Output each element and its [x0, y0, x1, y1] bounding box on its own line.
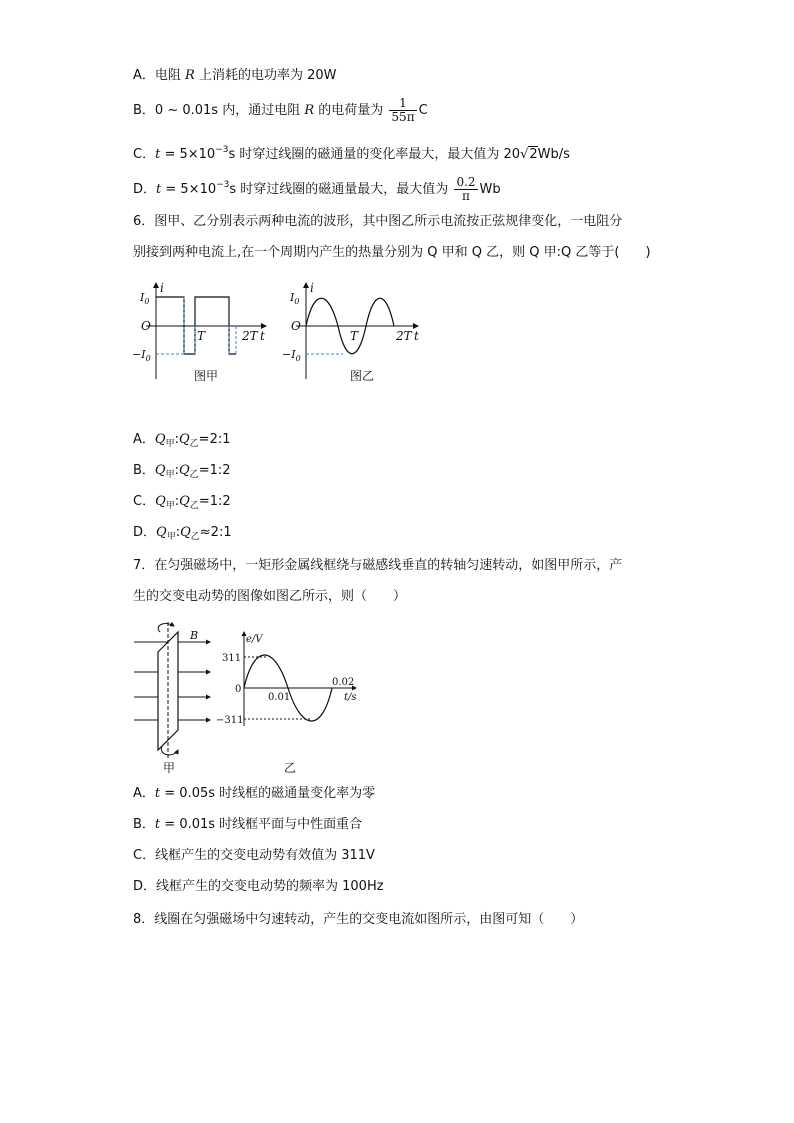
q7-stem-line1: 7．在匀强磁场中，一矩形金属线框绕与磁感线垂直的转轴匀速转动，如图甲所示，产: [133, 558, 623, 573]
neg-i0-label: $-I_0$: [132, 348, 151, 363]
q7-fig-yi-caption: 乙: [284, 761, 297, 775]
B-field-label: B: [190, 629, 199, 642]
t2-label: 0.02: [332, 677, 355, 688]
t-axis-label: t: [260, 329, 265, 343]
q7-option-d: D．线框产生的交变电动势的频率为 100Hz: [133, 879, 384, 894]
q7-option-a: A．t = 0.05s 时线框的磁通量变化率为零: [133, 786, 376, 801]
y-axis-label: e/V: [246, 634, 263, 645]
T-label: T: [350, 329, 359, 343]
fig-yi-caption: 图乙: [350, 369, 375, 383]
x-axis-label: t/s: [344, 692, 357, 703]
neg-i0-label: $-I_0$: [282, 348, 301, 363]
axis-i-label: i: [310, 281, 314, 295]
fraction-0.2-over-pi: $\frac{0.2}{\pi}$: [456, 175, 476, 203]
q5-option-d: D．$t = 5\times 10^{-3}s$ 时穿过线圈的磁通量最大，最大值为 $\frac{0.2}{\pi}$ Wb: [133, 175, 501, 203]
q6-stem-line1: 6．图甲、乙分别表示两种电流的波形，其中图乙所示电流按正弦规律变化，一电阻分: [133, 214, 623, 229]
q7-figure-jia-rotating-frame: [130, 622, 220, 762]
origin-label: O: [141, 319, 151, 333]
q6-option-d: D．$Q_甲:Q_乙\approx 2:1$: [133, 525, 232, 542]
fig-jia-caption: 图甲: [194, 369, 219, 383]
fraction-1-over-55pi: $\frac{1}{55\pi}$: [391, 96, 415, 124]
q5-option-b: B．0 ~ 0.01s 内，通过电阻 R 的电荷量为 $\frac{1}{55\pi}$ C: [133, 96, 428, 124]
2T-label: 2T: [242, 329, 258, 343]
q7-option-c: C．线框产生的交变电动势有效值为 311V: [133, 848, 375, 863]
q6-option-b: B．$Q_甲:Q_乙=1:2$: [133, 463, 231, 480]
i0-label: $I_0$: [290, 291, 300, 306]
zero-label: 0: [235, 684, 242, 695]
ymax-label: 311: [222, 653, 242, 664]
origin-label: O: [291, 319, 301, 333]
q7-option-b: B．t = 0.01s 时线框平面与中性面重合: [133, 817, 363, 832]
ymin-label: −311: [216, 715, 244, 726]
q7-stem-line2: 生的交变电动势的图像如图乙所示，则（ ）: [133, 589, 407, 604]
q7-fig-jia-caption: 甲: [163, 761, 176, 775]
q5-option-c: C．$t = 5\times 10^{-3}s$ 时穿过线圈的磁通量的变化率最大，最大值为 20√2Wb/s: [133, 145, 570, 162]
t-axis-label: t: [414, 329, 419, 343]
q7-figure-yi-emf-graph: [216, 630, 362, 730]
i0-label: $I_0$: [140, 291, 150, 306]
t1-label: 0.01: [268, 692, 291, 703]
q8-stem: 8．线圈在匀强磁场中匀速转动，产生的交变电流如图所示，由图可知（ ）: [133, 912, 584, 927]
q6-option-a: A．$Q_甲:Q_乙=2:1$: [133, 432, 231, 449]
2T-label: 2T: [396, 329, 412, 343]
q6-stem-line2: 别接到两种电流上,在一个周期内产生的热量分别为 Q 甲和 Q 乙，则 Q 甲:Q 乙等于( ): [133, 245, 651, 260]
axis-i-label: i: [160, 281, 164, 295]
T-label: T: [197, 329, 206, 343]
q6-option-c: C．$Q_甲:Q_乙=1:2$: [133, 494, 231, 511]
q5-option-a: A．电阻 R 上消耗的电功率为 20W: [133, 68, 337, 83]
